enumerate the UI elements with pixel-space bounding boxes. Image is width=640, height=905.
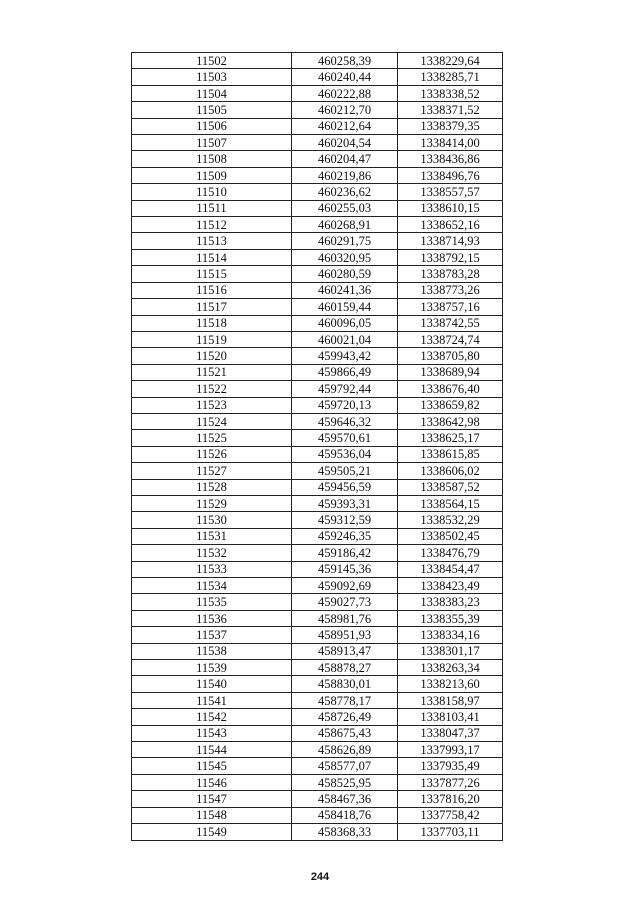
table-row bbox=[132, 413, 503, 429]
point-number-cell: 11530 bbox=[132, 512, 292, 528]
y-coordinate-cell: 1338476,79 bbox=[398, 545, 503, 561]
table-row bbox=[132, 151, 503, 167]
table-row bbox=[132, 135, 503, 151]
x-coordinate-cell: 460241,36 bbox=[292, 282, 398, 298]
point-number-cell: 11536 bbox=[132, 610, 292, 626]
point-number-cell: 11522 bbox=[132, 381, 292, 397]
table-row bbox=[132, 430, 503, 446]
table-row bbox=[132, 495, 503, 511]
table-row bbox=[132, 446, 503, 462]
table-row bbox=[132, 594, 503, 610]
y-coordinate-cell: 1338301,17 bbox=[398, 643, 503, 659]
y-coordinate-cell: 1338642,98 bbox=[398, 413, 503, 429]
x-coordinate-cell: 460212,64 bbox=[292, 118, 398, 134]
point-number-cell: 11542 bbox=[132, 709, 292, 725]
x-coordinate-cell: 460236,62 bbox=[292, 184, 398, 200]
x-coordinate-cell: 460240,44 bbox=[292, 69, 398, 85]
x-coordinate-cell: 459456,59 bbox=[292, 479, 398, 495]
x-coordinate-cell: 459186,42 bbox=[292, 545, 398, 561]
table-row bbox=[132, 69, 503, 85]
x-coordinate-cell: 458675,43 bbox=[292, 725, 398, 741]
y-coordinate-cell: 1338742,55 bbox=[398, 315, 503, 331]
x-coordinate-cell: 458981,76 bbox=[292, 610, 398, 626]
y-coordinate-cell: 1337758,42 bbox=[398, 807, 503, 823]
x-coordinate-cell: 459246,35 bbox=[292, 528, 398, 544]
point-number-cell: 11535 bbox=[132, 594, 292, 610]
y-coordinate-cell: 1338783,28 bbox=[398, 266, 503, 282]
y-coordinate-cell: 1338229,64 bbox=[398, 53, 503, 69]
point-number-cell: 11529 bbox=[132, 495, 292, 511]
point-number-cell: 11518 bbox=[132, 315, 292, 331]
table-row bbox=[132, 299, 503, 315]
y-coordinate-cell: 1338047,37 bbox=[398, 725, 503, 741]
coordinates-table-body bbox=[132, 53, 503, 841]
x-coordinate-cell: 458778,17 bbox=[292, 692, 398, 708]
point-number-cell: 11527 bbox=[132, 463, 292, 479]
page-number: 244 bbox=[310, 871, 330, 883]
y-coordinate-cell: 1338379,35 bbox=[398, 118, 503, 134]
x-coordinate-cell: 460219,86 bbox=[292, 167, 398, 183]
y-coordinate-cell: 1338355,39 bbox=[398, 610, 503, 626]
x-coordinate-cell: 460291,75 bbox=[292, 233, 398, 249]
point-number-cell: 11525 bbox=[132, 430, 292, 446]
point-number-cell: 11503 bbox=[132, 69, 292, 85]
point-number-cell: 11510 bbox=[132, 184, 292, 200]
x-coordinate-cell: 458951,93 bbox=[292, 627, 398, 643]
point-number-cell: 11507 bbox=[132, 135, 292, 151]
point-number-cell: 11515 bbox=[132, 266, 292, 282]
point-number-cell: 11511 bbox=[132, 200, 292, 216]
x-coordinate-cell: 458913,47 bbox=[292, 643, 398, 659]
x-coordinate-cell: 459866,49 bbox=[292, 364, 398, 380]
point-number-cell: 11521 bbox=[132, 364, 292, 380]
y-coordinate-cell: 1338502,45 bbox=[398, 528, 503, 544]
table-row bbox=[132, 381, 503, 397]
x-coordinate-cell: 460280,59 bbox=[292, 266, 398, 282]
table-row bbox=[132, 643, 503, 659]
point-number-cell: 11546 bbox=[132, 774, 292, 790]
y-coordinate-cell: 1338587,52 bbox=[398, 479, 503, 495]
table-row bbox=[132, 824, 503, 840]
x-coordinate-cell: 459646,32 bbox=[292, 413, 398, 429]
point-number-cell: 11513 bbox=[132, 233, 292, 249]
table-row bbox=[132, 184, 503, 200]
table-row bbox=[132, 660, 503, 676]
point-number-cell: 11548 bbox=[132, 807, 292, 823]
y-coordinate-cell: 1338158,97 bbox=[398, 692, 503, 708]
x-coordinate-cell: 459792,44 bbox=[292, 381, 398, 397]
table-row bbox=[132, 53, 503, 69]
point-number-cell: 11537 bbox=[132, 627, 292, 643]
table-row bbox=[132, 545, 503, 561]
table-row bbox=[132, 282, 503, 298]
table-row bbox=[132, 692, 503, 708]
x-coordinate-cell: 460258,39 bbox=[292, 53, 398, 69]
table-row bbox=[132, 774, 503, 790]
table-row bbox=[132, 167, 503, 183]
point-number-cell: 11506 bbox=[132, 118, 292, 134]
x-coordinate-cell: 458467,36 bbox=[292, 791, 398, 807]
x-coordinate-cell: 458726,49 bbox=[292, 709, 398, 725]
point-number-cell: 11512 bbox=[132, 217, 292, 233]
point-number-cell: 11519 bbox=[132, 331, 292, 347]
table-row bbox=[132, 233, 503, 249]
y-coordinate-cell: 1338676,40 bbox=[398, 381, 503, 397]
x-coordinate-cell: 459570,61 bbox=[292, 430, 398, 446]
table-row bbox=[132, 610, 503, 626]
point-number-cell: 11523 bbox=[132, 397, 292, 413]
table-row bbox=[132, 807, 503, 823]
point-number-cell: 11549 bbox=[132, 824, 292, 840]
x-coordinate-cell: 458368,33 bbox=[292, 824, 398, 840]
x-coordinate-cell: 459027,73 bbox=[292, 594, 398, 610]
point-number-cell: 11547 bbox=[132, 791, 292, 807]
point-number-cell: 11531 bbox=[132, 528, 292, 544]
table-row bbox=[132, 758, 503, 774]
point-number-cell: 11543 bbox=[132, 725, 292, 741]
table-row bbox=[132, 676, 503, 692]
y-coordinate-cell: 1338383,23 bbox=[398, 594, 503, 610]
x-coordinate-cell: 459092,69 bbox=[292, 578, 398, 594]
x-coordinate-cell: 459393,31 bbox=[292, 495, 398, 511]
x-coordinate-cell: 458418,76 bbox=[292, 807, 398, 823]
x-coordinate-cell: 460204,47 bbox=[292, 151, 398, 167]
y-coordinate-cell: 1338263,34 bbox=[398, 660, 503, 676]
y-coordinate-cell: 1338705,80 bbox=[398, 348, 503, 364]
x-coordinate-cell: 459505,21 bbox=[292, 463, 398, 479]
x-coordinate-cell: 460159,44 bbox=[292, 299, 398, 315]
table-row bbox=[132, 742, 503, 758]
y-coordinate-cell: 1338659,82 bbox=[398, 397, 503, 413]
x-coordinate-cell: 458525,95 bbox=[292, 774, 398, 790]
y-coordinate-cell: 1337993,17 bbox=[398, 742, 503, 758]
y-coordinate-cell: 1338454,47 bbox=[398, 561, 503, 577]
y-coordinate-cell: 1338792,15 bbox=[398, 249, 503, 265]
y-coordinate-cell: 1338652,16 bbox=[398, 217, 503, 233]
x-coordinate-cell: 460255,03 bbox=[292, 200, 398, 216]
point-number-cell: 11504 bbox=[132, 85, 292, 101]
point-number-cell: 11520 bbox=[132, 348, 292, 364]
y-coordinate-cell: 1338615,85 bbox=[398, 446, 503, 462]
y-coordinate-cell: 1338423,49 bbox=[398, 578, 503, 594]
x-coordinate-cell: 458577,07 bbox=[292, 758, 398, 774]
point-number-cell: 11502 bbox=[132, 53, 292, 69]
table-row bbox=[132, 348, 503, 364]
table-row bbox=[132, 266, 503, 282]
point-number-cell: 11509 bbox=[132, 167, 292, 183]
y-coordinate-cell: 1338338,52 bbox=[398, 85, 503, 101]
table-row bbox=[132, 364, 503, 380]
y-coordinate-cell: 1338103,41 bbox=[398, 709, 503, 725]
point-number-cell: 11528 bbox=[132, 479, 292, 495]
y-coordinate-cell: 1338285,71 bbox=[398, 69, 503, 85]
x-coordinate-cell: 460021,04 bbox=[292, 331, 398, 347]
x-coordinate-cell: 459720,13 bbox=[292, 397, 398, 413]
point-number-cell: 11516 bbox=[132, 282, 292, 298]
y-coordinate-cell: 1338213,60 bbox=[398, 676, 503, 692]
y-coordinate-cell: 1338610,15 bbox=[398, 200, 503, 216]
y-coordinate-cell: 1338371,52 bbox=[398, 102, 503, 118]
x-coordinate-cell: 460320,95 bbox=[292, 249, 398, 265]
y-coordinate-cell: 1338564,15 bbox=[398, 495, 503, 511]
y-coordinate-cell: 1338724,74 bbox=[398, 331, 503, 347]
table-row bbox=[132, 709, 503, 725]
y-coordinate-cell: 1338334,16 bbox=[398, 627, 503, 643]
coordinates-table bbox=[131, 52, 503, 841]
y-coordinate-cell: 1337816,20 bbox=[398, 791, 503, 807]
x-coordinate-cell: 459943,42 bbox=[292, 348, 398, 364]
point-number-cell: 11539 bbox=[132, 660, 292, 676]
table-row bbox=[132, 315, 503, 331]
x-coordinate-cell: 460222,88 bbox=[292, 85, 398, 101]
table-row bbox=[132, 512, 503, 528]
y-coordinate-cell: 1338414,00 bbox=[398, 135, 503, 151]
x-coordinate-cell: 460204,54 bbox=[292, 135, 398, 151]
point-number-cell: 11541 bbox=[132, 692, 292, 708]
y-coordinate-cell: 1338714,93 bbox=[398, 233, 503, 249]
y-coordinate-cell: 1337935,49 bbox=[398, 758, 503, 774]
x-coordinate-cell: 459145,36 bbox=[292, 561, 398, 577]
y-coordinate-cell: 1338757,16 bbox=[398, 299, 503, 315]
point-number-cell: 11534 bbox=[132, 578, 292, 594]
table-row bbox=[132, 102, 503, 118]
point-number-cell: 11526 bbox=[132, 446, 292, 462]
y-coordinate-cell: 1337703,11 bbox=[398, 824, 503, 840]
x-coordinate-cell: 459536,04 bbox=[292, 446, 398, 462]
y-coordinate-cell: 1338689,94 bbox=[398, 364, 503, 380]
x-coordinate-cell: 458830,01 bbox=[292, 676, 398, 692]
table-row bbox=[132, 397, 503, 413]
y-coordinate-cell: 1338773,26 bbox=[398, 282, 503, 298]
point-number-cell: 11544 bbox=[132, 742, 292, 758]
point-number-cell: 11505 bbox=[132, 102, 292, 118]
point-number-cell: 11545 bbox=[132, 758, 292, 774]
table-row bbox=[132, 561, 503, 577]
point-number-cell: 11508 bbox=[132, 151, 292, 167]
x-coordinate-cell: 458878,27 bbox=[292, 660, 398, 676]
x-coordinate-cell: 459312,59 bbox=[292, 512, 398, 528]
point-number-cell: 11517 bbox=[132, 299, 292, 315]
y-coordinate-cell: 1338557,57 bbox=[398, 184, 503, 200]
table-row bbox=[132, 528, 503, 544]
y-coordinate-cell: 1337877,26 bbox=[398, 774, 503, 790]
x-coordinate-cell: 460096,05 bbox=[292, 315, 398, 331]
table-row bbox=[132, 791, 503, 807]
table-row bbox=[132, 200, 503, 216]
x-coordinate-cell: 460212,70 bbox=[292, 102, 398, 118]
table-row bbox=[132, 217, 503, 233]
point-number-cell: 11532 bbox=[132, 545, 292, 561]
table-row bbox=[132, 331, 503, 347]
point-number-cell: 11514 bbox=[132, 249, 292, 265]
y-coordinate-cell: 1338496,76 bbox=[398, 167, 503, 183]
x-coordinate-cell: 460268,91 bbox=[292, 217, 398, 233]
y-coordinate-cell: 1338625,17 bbox=[398, 430, 503, 446]
table-row bbox=[132, 578, 503, 594]
x-coordinate-cell: 458626,89 bbox=[292, 742, 398, 758]
table-row bbox=[132, 627, 503, 643]
table-row bbox=[132, 118, 503, 134]
y-coordinate-cell: 1338606,02 bbox=[398, 463, 503, 479]
point-number-cell: 11540 bbox=[132, 676, 292, 692]
point-number-cell: 11524 bbox=[132, 413, 292, 429]
y-coordinate-cell: 1338532,29 bbox=[398, 512, 503, 528]
table-row bbox=[132, 463, 503, 479]
table-row bbox=[132, 249, 503, 265]
table-row bbox=[132, 85, 503, 101]
y-coordinate-cell: 1338436,86 bbox=[398, 151, 503, 167]
table-row bbox=[132, 479, 503, 495]
point-number-cell: 11538 bbox=[132, 643, 292, 659]
point-number-cell: 11533 bbox=[132, 561, 292, 577]
table-row bbox=[132, 725, 503, 741]
